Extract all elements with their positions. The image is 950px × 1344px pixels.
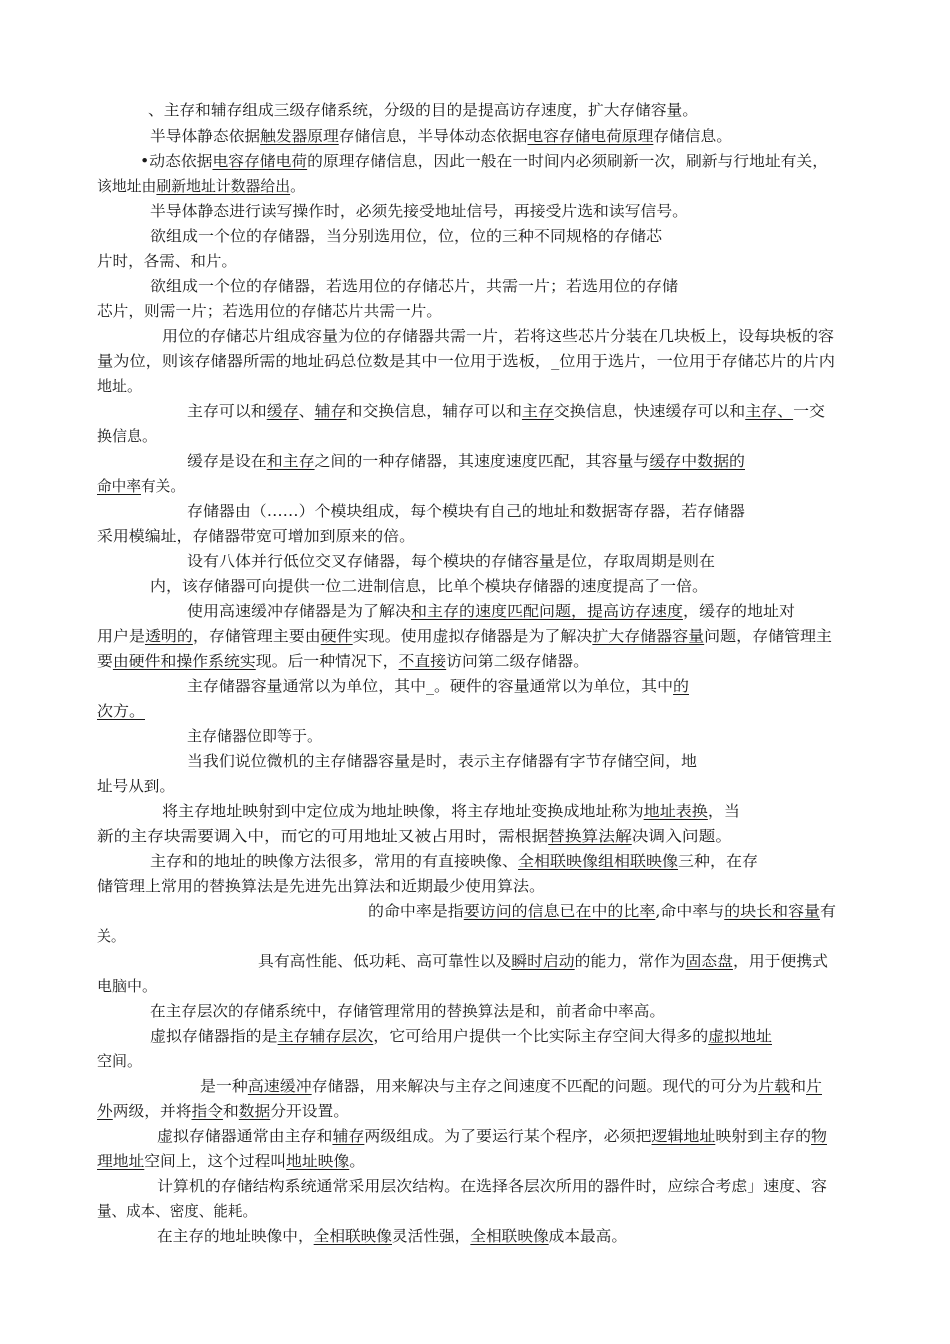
underlined-answer: 主存 <box>521 402 554 420</box>
text-run: 计算机的存储结构系统通常采用层次结构。在选择各层次所用的器件时，应综合考虑」速度、容 <box>157 1177 827 1195</box>
text-line <box>97 1201 257 1221</box>
text-line <box>187 676 689 696</box>
text-line <box>97 1101 349 1121</box>
text-run: 缓存是设在 <box>187 452 267 470</box>
text-line <box>187 601 795 621</box>
text-line <box>187 451 745 471</box>
text-run: 和 <box>223 1102 239 1120</box>
text-line <box>97 1151 365 1171</box>
text-line <box>97 976 157 996</box>
text-run: 虚拟存储器通常由主存和 <box>157 1127 333 1145</box>
underlined-answer: 全相联映像组相联映像 <box>517 852 678 870</box>
text-run: 主存储器容量通常以为单位，其中_。硬件的容量通常以为单位，其中 <box>187 677 674 695</box>
text-run: 存储器由（……）个模块组成，每个模块有自己的地址和数据寄存器，若存储器 <box>187 502 745 520</box>
text-run: 灵活性强， <box>391 1227 471 1245</box>
underlined-answer: 逻辑地址 <box>651 1127 716 1145</box>
underlined-answer: 次方。 <box>97 702 145 720</box>
text-run: 设有八体并行低位交叉存储器，每个模块的存储容量是位，存取周期是则在 <box>187 552 715 570</box>
underlined-answer: 地址表换 <box>643 802 708 820</box>
underlined-answer: 理地址 <box>97 1152 145 1170</box>
text-run: 存储信息。 <box>653 127 732 145</box>
text-line <box>97 626 832 646</box>
text-run: 要 <box>97 652 113 670</box>
text-line <box>97 251 237 271</box>
text-run: 具有高性能、低功耗、高可靠性以及 <box>258 952 512 970</box>
text-line <box>97 876 545 896</box>
underlined-answer: 指令 <box>191 1102 223 1120</box>
underlined-answer: 缓存 <box>266 402 299 420</box>
underlined-answer: 瞬时启动 <box>511 952 575 970</box>
underlined-answer: 的块长和容量 <box>724 902 821 920</box>
text-line <box>368 901 836 921</box>
text-run: 的原理存储信息，因此一般在一时间内必须刷新一次，刷新与行地址有关， <box>307 152 829 170</box>
text-run: 现。后一种情况下， <box>255 652 399 670</box>
text-run: 关。 <box>97 927 125 945</box>
underlined-answer: 扩大存储器容量 <box>592 627 705 645</box>
text-line <box>187 501 745 521</box>
underlined-answer: 不直接 <box>398 652 447 670</box>
text-line <box>97 776 175 796</box>
text-run: 交换信息，快速缓存可以和 <box>553 402 746 420</box>
text-run: 新的主存块需要调入中，而它的可用地址又被占用时，需根据 <box>97 827 549 845</box>
text-run: ，它可给用户提供一个比实际主存空间大得多的 <box>373 1027 709 1045</box>
text-run: 决调入问题。 <box>631 827 732 845</box>
text-run: 欲组成一个位的存储器，若选用位的存储芯片，共需一片；若选用位的存储 <box>150 277 678 295</box>
text-run: 映射到主存的 <box>715 1127 812 1145</box>
underlined-answer: 透明的 <box>144 627 193 645</box>
text-run: 量、成本、密度、能耗。 <box>97 1202 257 1220</box>
text-line <box>97 826 732 846</box>
text-run: 当我们说位微机的主存储器容量是时，表示主存储器有字节存储空间，地 <box>187 752 697 770</box>
text-line <box>150 201 688 221</box>
text-line <box>97 1051 142 1071</box>
text-run: 电脑中。 <box>97 977 157 995</box>
text-line <box>148 100 698 120</box>
underlined-answer: 片载 <box>758 1077 791 1095</box>
text-run: 用位的存储芯片组成容量为位的存储器共需一片，若将这些芯片分装在几块板上，设每块板的容 <box>162 327 834 345</box>
text-run: 和 <box>790 1077 807 1095</box>
text-run: 该地址由 <box>97 177 157 195</box>
underlined-answer: 地址映像 <box>286 1152 350 1170</box>
text-run: 内，该存储器可向提供一位二进制信息，比单个模块存储器的速度提高了一倍。 <box>150 577 708 595</box>
text-run: 是一种 <box>200 1077 248 1095</box>
underlined-answer: 辅存 <box>332 1127 365 1145</box>
text-line <box>150 576 708 596</box>
text-line <box>162 801 740 821</box>
text-run: 采用模编址，存储器带宽可增加到原来的倍。 <box>97 527 415 545</box>
text-line <box>162 326 834 346</box>
text-run: 存储器，用来解决与主存之间速度不匹配的问题。现代的可分为 <box>311 1077 759 1095</box>
text-run: 主存和的地址的映像方法很多，常用的有直接映像、 <box>150 852 518 870</box>
text-line <box>157 1226 627 1246</box>
text-line <box>97 176 305 196</box>
text-run: ，当 <box>707 802 740 820</box>
text-line <box>187 401 825 421</box>
underlined-answer: 要访问的信息已在中的比率 <box>463 902 656 920</box>
text-line <box>97 426 157 446</box>
text-line <box>187 551 715 571</box>
underlined-answer: 全相联映像 <box>313 1227 392 1245</box>
text-line <box>150 1026 772 1046</box>
text-run: 的命中率是指 <box>368 902 464 920</box>
underlined-answer: 命中率 <box>97 477 141 495</box>
text-run: 半导体静态依据 <box>150 127 261 145</box>
text-run: 。 <box>349 1152 365 1170</box>
underlined-answer: 片 <box>806 1077 822 1095</box>
text-run: 访问第二级存储器。 <box>446 652 589 670</box>
underlined-answer: 的 <box>673 677 689 695</box>
text-run: 的能力，常作为 <box>574 952 686 970</box>
underlined-answer: 刷新地址计数器给出 <box>156 177 291 195</box>
text-run: ，存储管理主要由 <box>192 627 321 645</box>
text-run: 成本最高。 <box>548 1227 627 1245</box>
underlined-answer: 电容存储电荷 <box>212 152 308 170</box>
text-run: 、 <box>298 402 315 420</box>
text-line <box>97 301 442 321</box>
text-run: 问题，存储管理主 <box>704 627 832 645</box>
underlined-answer: 由硬件和操作系统实 <box>112 652 256 670</box>
text-run: 换信息。 <box>97 427 157 445</box>
text-line <box>140 151 828 171</box>
text-run: 和交换信息，辅存可以和 <box>346 402 522 420</box>
text-run: 空间上，这个过程叫 <box>144 1152 287 1170</box>
text-line <box>97 476 185 496</box>
text-line <box>157 1176 827 1196</box>
underlined-answer: 替换算法解 <box>548 827 632 845</box>
text-run: 一交 <box>793 402 825 420</box>
text-run: 地址。 <box>97 377 142 395</box>
text-line <box>97 351 835 371</box>
text-run: 芯片，则需一片；若选用位的存储芯片共需一片。 <box>97 302 442 320</box>
underlined-answer: 辅存 <box>314 402 347 420</box>
text-run: 主存储器位即等于。 <box>187 727 322 745</box>
text-run: 。 <box>290 177 305 195</box>
underlined-answer: 固态盘 <box>685 952 733 970</box>
text-run: 用户是 <box>97 627 145 645</box>
text-run: 在主存层次的存储系统中，存储管理常用的替换算法是和，前者命中率高。 <box>150 1002 665 1020</box>
text-line <box>187 751 697 771</box>
text-run: 存储信息，半导体动态依据 <box>338 127 528 145</box>
underlined-answer: 和主存的速度匹配问题，提高访存速度 <box>410 602 683 620</box>
underlined-answer: 外 <box>97 1102 113 1120</box>
underlined-answer: 全相联映像 <box>470 1227 549 1245</box>
text-run: 片时，各需、和片。 <box>97 252 237 270</box>
text-run: 主存可以和 <box>187 402 267 420</box>
text-line <box>97 651 589 671</box>
text-line <box>150 226 662 246</box>
underlined-answer: 电容存储电荷原理 <box>527 127 654 145</box>
underlined-answer: 虚拟地址 <box>708 1027 772 1045</box>
text-line <box>258 951 828 971</box>
text-run: 有关。 <box>141 477 185 495</box>
text-run: 三种，在存 <box>677 852 758 870</box>
underlined-answer: 主存、 <box>745 402 794 420</box>
underlined-answer: 触发器原理 <box>260 127 339 145</box>
text-line <box>97 701 145 721</box>
text-line <box>200 1076 822 1096</box>
underlined-answer: 数据 <box>238 1102 271 1120</box>
text-run: 半导体静态进行读写操作时，必须先接受地址信号，再接受片选和读写信号。 <box>150 202 688 220</box>
text-line <box>97 526 415 546</box>
text-run: •动态依据 <box>140 152 213 170</box>
text-line <box>97 926 125 946</box>
text-run: 两级，并将 <box>112 1102 192 1120</box>
text-run: 、主存和辅存组成三级存储系统，分级的目的是提高访存速度，扩大存储容量。 <box>148 101 698 119</box>
text-line <box>187 726 322 746</box>
text-line <box>150 126 732 146</box>
text-run: 储管理上常用的替换算法是先进先出算法和近期最少使用算法。 <box>97 877 545 895</box>
text-line <box>157 1126 827 1146</box>
text-run: 使用高速缓冲存储器是为了解决 <box>187 602 411 620</box>
underlined-answer: 高速缓冲 <box>247 1077 312 1095</box>
text-run: ，缓存的地址对 <box>682 602 795 620</box>
text-run: 在主存的地址映像中， <box>157 1227 314 1245</box>
text-line <box>97 376 142 396</box>
underlined-answer: 和主存 <box>266 452 315 470</box>
text-line <box>150 851 758 871</box>
text-line <box>150 1001 665 1021</box>
underlined-answer: 缓存中数据的 <box>649 452 745 470</box>
text-run: 址号从到。 <box>97 777 175 795</box>
text-run: 将主存地址映射到中定位成为地址映像，将主存地址变换成地址称为 <box>162 802 644 820</box>
text-run: 分开设置。 <box>270 1102 349 1120</box>
text-run: 量为位，则该存储器所需的地址码总位数是其中一位用于选板，_位用于选片，一位用于存储芯片的片内 <box>97 352 835 370</box>
underlined-answer: 主存辅存层次 <box>277 1027 374 1045</box>
text-run: 两级组成。为了要运行某个程序，必须把 <box>364 1127 652 1145</box>
text-run: 虚拟存储器指的是 <box>150 1027 278 1045</box>
text-run: 空间。 <box>97 1052 142 1070</box>
text-run: 实现。使用虚拟存储器是为了解决 <box>352 627 593 645</box>
text-run: ,命中率与 <box>655 902 725 920</box>
text-run: ，用于便携式 <box>732 952 828 970</box>
text-run: 有 <box>820 902 836 920</box>
text-run: 之间的一种存储器，其速度速度匹配，其容量与 <box>314 452 650 470</box>
text-run: 欲组成一个位的存储器，当分别选用位，位，位的三种不同规格的存储芯 <box>150 227 662 245</box>
text-line <box>150 276 678 296</box>
underlined-answer: 物 <box>811 1127 827 1145</box>
underlined-answer: 硬件 <box>320 627 353 645</box>
